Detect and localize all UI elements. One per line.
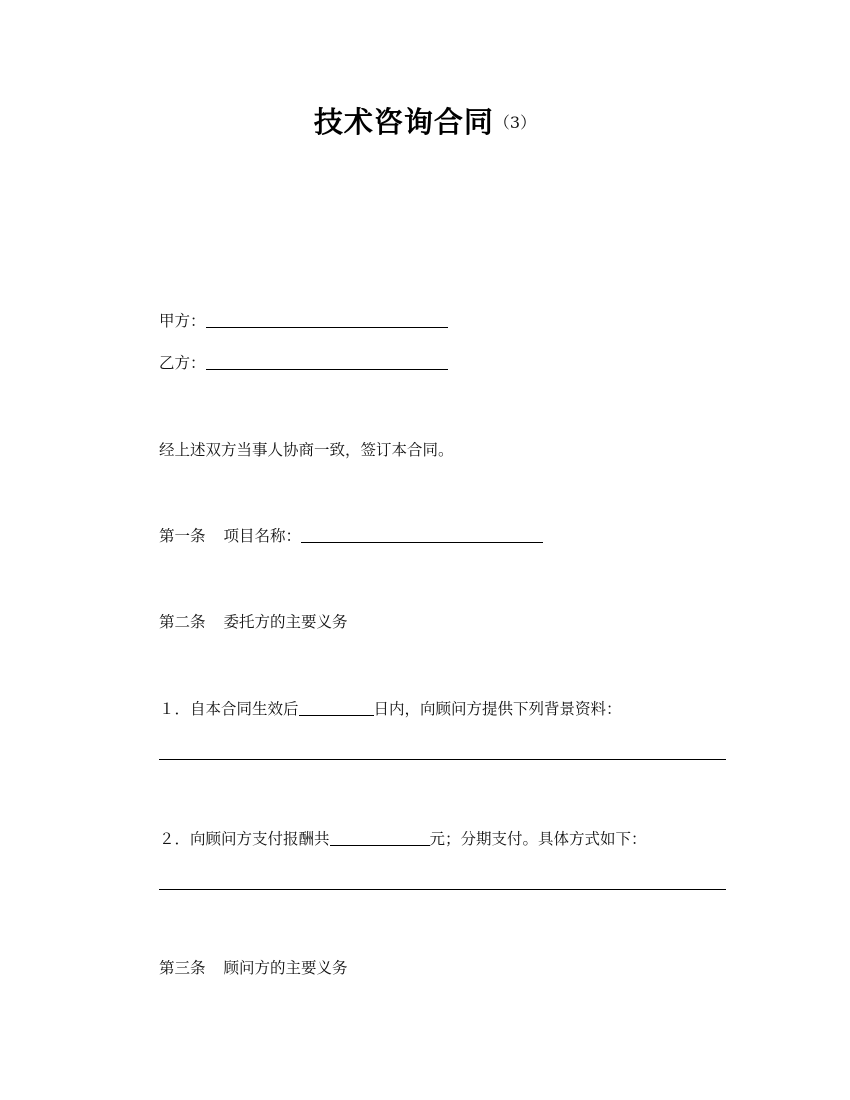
title-main: 技术咨询合同 bbox=[313, 105, 494, 139]
background-materials-blank[interactable] bbox=[159, 759, 726, 760]
article1-line bbox=[159, 526, 543, 546]
party-a-label: 甲方： bbox=[159, 312, 206, 330]
item2-prefix: ２．向顾问方支付报酬共 bbox=[159, 830, 330, 848]
article2-heading-text: 委托方的主要义务 bbox=[223, 613, 348, 631]
article3-number: 第三条 bbox=[159, 959, 206, 977]
party-a-blank[interactable] bbox=[206, 311, 448, 328]
article1-number: 第一条 bbox=[159, 527, 206, 545]
article3-heading-text: 顾问方的主要义务 bbox=[223, 959, 348, 977]
item1-suffix: 日内，向顾问方提供下列背景资料： bbox=[373, 700, 622, 718]
days-blank[interactable] bbox=[299, 699, 374, 716]
article2-heading bbox=[159, 612, 348, 632]
party-b-line bbox=[159, 353, 448, 373]
article2-number: 第二条 bbox=[159, 613, 206, 631]
article2-item1 bbox=[159, 699, 622, 719]
party-b-label: 乙方： bbox=[159, 354, 206, 372]
article1-label: 项目名称： bbox=[223, 527, 302, 545]
article2-item2 bbox=[159, 829, 647, 849]
item2-suffix: 元；分期支付。具体方式如下： bbox=[429, 830, 647, 848]
document-title bbox=[0, 100, 850, 141]
fee-amount-blank[interactable] bbox=[330, 829, 430, 846]
project-name-blank[interactable] bbox=[301, 526, 543, 543]
intro-paragraph: 经上述双方当事人协商一致，签订本合同。 bbox=[159, 441, 454, 459]
party-a-line bbox=[159, 311, 448, 331]
payment-method-blank[interactable] bbox=[159, 889, 726, 890]
title-suffix: （3） bbox=[493, 113, 537, 132]
party-b-blank[interactable] bbox=[206, 353, 448, 370]
article3-heading bbox=[159, 958, 348, 978]
item1-prefix: １．自本合同生效后 bbox=[159, 700, 299, 718]
